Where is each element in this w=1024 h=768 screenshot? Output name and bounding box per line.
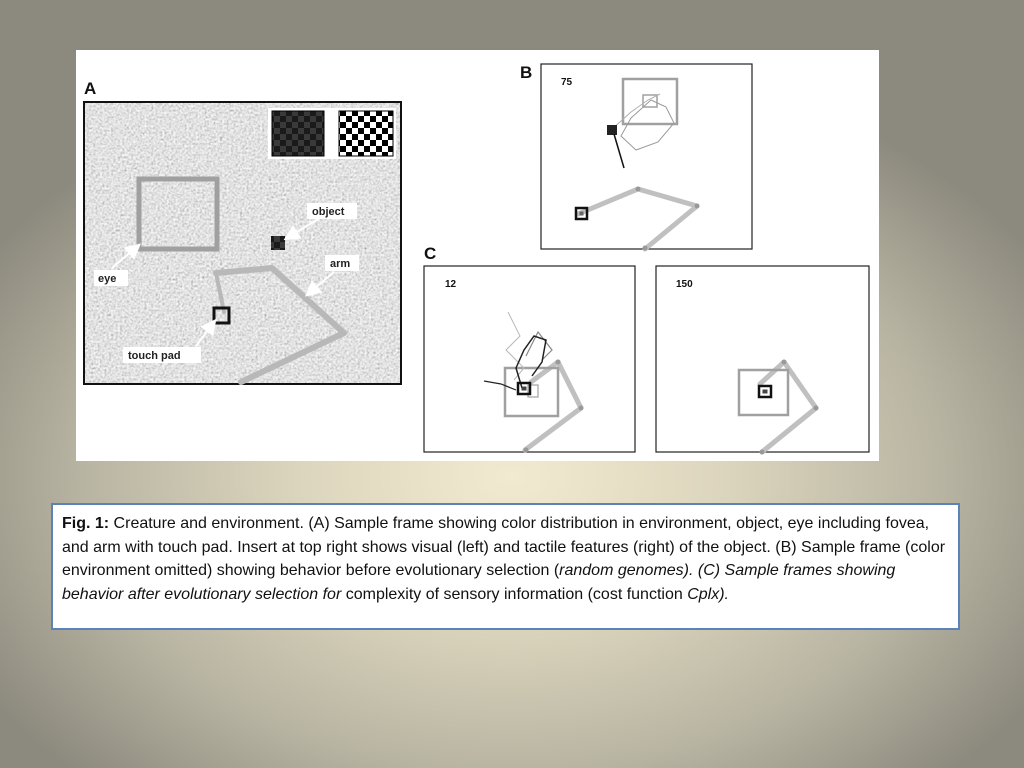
figure-svg	[76, 50, 879, 461]
panel-c-frame-number-left: 12	[445, 279, 457, 290]
label-object: object	[312, 206, 345, 218]
figure-caption	[51, 503, 960, 630]
caption-italic-2: Cplx).	[687, 585, 729, 603]
panel-a-letter: A	[84, 79, 97, 98]
panel-c-frame-right	[656, 266, 869, 455]
label-eye: eye	[98, 273, 117, 285]
caption-text-1: Creature and environment. (A) Sample frame showing color distribution in environment, object, eye including fovea, and arm with touch pad. Insert at top right shows visual (left) and tactile features (right) of the object. (B) Sample frame (color environment omitted) showing behavior before evolutionary selection (	[62, 515, 946, 580]
panel-b-letter: B	[520, 63, 533, 82]
panel-c-frame-left	[424, 266, 635, 453]
label-arm: arm	[330, 258, 351, 270]
object-marker	[271, 236, 285, 250]
panel-b-frame-number: 75	[561, 77, 573, 88]
label-touch-pad: touch pad	[128, 350, 181, 362]
caption-italic-1: random genomes). (C) Sample frames showing behavior after evolutionary selection for	[62, 562, 896, 603]
panel-c-frame-number-right: 150	[676, 279, 693, 290]
figure-image	[76, 50, 879, 461]
caption-label: Fig. 1:	[62, 515, 110, 532]
caption-text-2: complexity of sensory information (cost function	[341, 585, 688, 603]
panel-b-frame	[541, 64, 752, 251]
panel-c-letter: C	[424, 244, 437, 263]
feature-insert	[268, 108, 396, 159]
